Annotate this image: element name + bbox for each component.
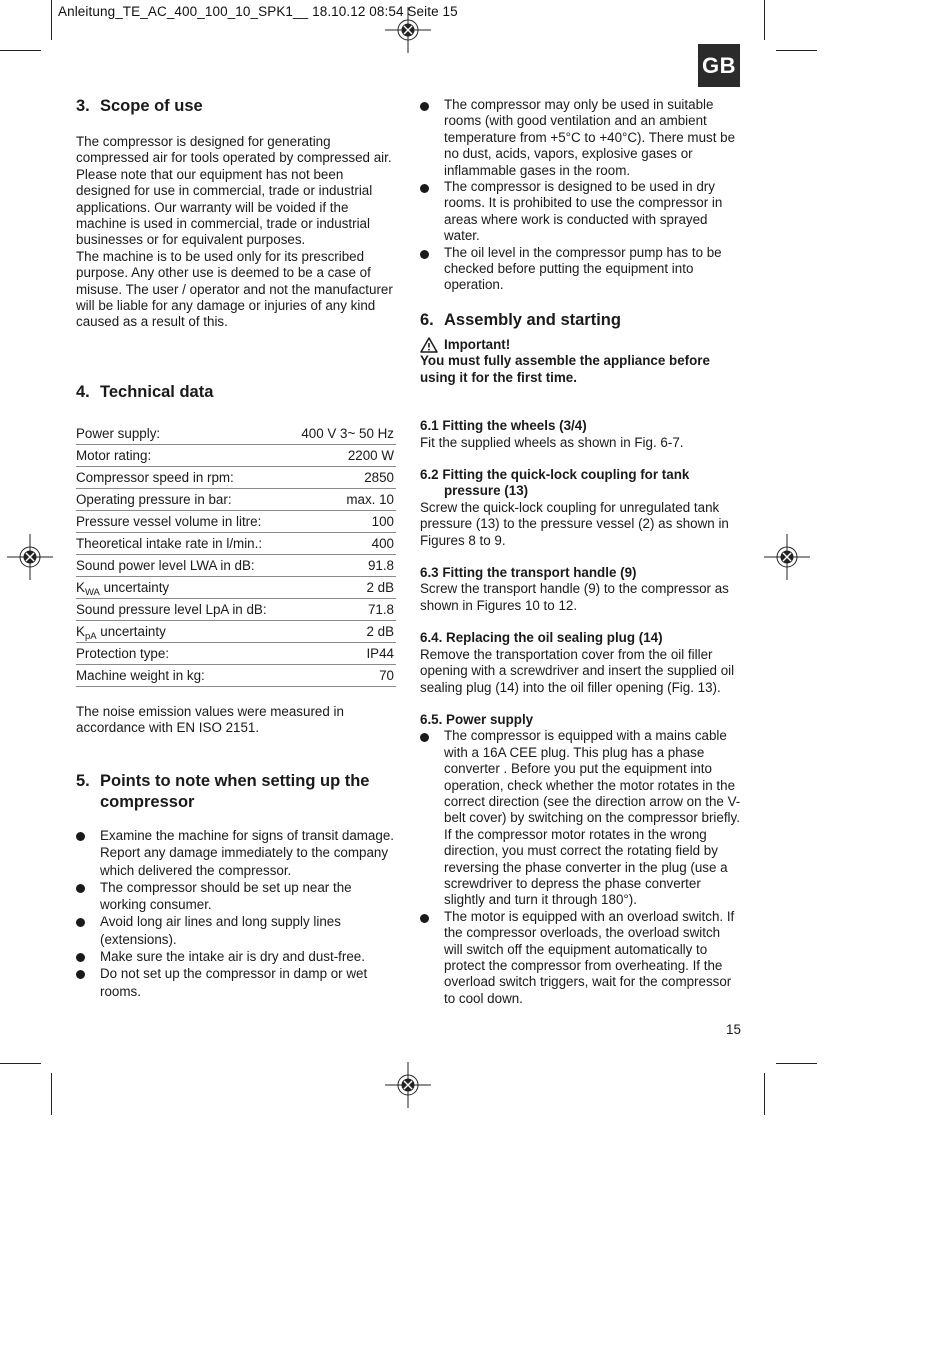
print-header-line: Anleitung_TE_AC_400_100_10_SPK1__ 18.10.12 08:54 Seite 15 bbox=[58, 4, 458, 19]
section-scope-of-use bbox=[76, 96, 396, 331]
crop-mark-top-left-v bbox=[51, 0, 52, 40]
table-row: Compressor speed in rpm: 2850 bbox=[76, 467, 396, 489]
crop-mark-bottom-left-v bbox=[51, 1073, 52, 1115]
table-row: $K_{WA}$ uncertainty 2 dB bbox=[76, 577, 396, 599]
paragraph: The compressor is designed for generating compressed air for tools operated by compressed air. bbox=[76, 134, 392, 166]
noise-note bbox=[76, 704, 396, 737]
table-row: $K_{pA}$ uncertainty 2 dB bbox=[76, 621, 396, 643]
registration-mark-bottom-icon bbox=[385, 1062, 431, 1108]
list-item: The oil level in the compressor pump has to be checked before putting the equipment into operation. bbox=[420, 245, 742, 294]
table-row: Power supply: 400 V 3~ 50 Hz bbox=[76, 423, 396, 445]
list-item: The motor is equipped with an overload switch. If the compressor overloads, the overload switch will switch off the equipment automatically to protect the compressor from overheating. If the overload switch triggers, wait for the compressor to cool down. bbox=[420, 909, 742, 1007]
table-row: Machine weight in kg: 70 bbox=[76, 665, 396, 687]
paragraph: Screw the quick-lock coupling for unregulated tank pressure (13) to the pressure vessel (2) as shown in Figures 8 to 9. bbox=[420, 499, 729, 548]
table-row: Pressure vessel volume in litre: 100 bbox=[76, 511, 396, 533]
section-heading bbox=[420, 310, 742, 331]
section-number: 3. bbox=[76, 97, 90, 115]
important-label: Important! bbox=[444, 337, 511, 352]
bullet-list bbox=[420, 97, 742, 294]
paragraph: Fit the supplied wheels as shown in Fig. 6-7. bbox=[420, 434, 684, 450]
list-item: The compressor is equipped with a mains cable with a 16A CEE plug. This plug has a phase converter . Before you put the equipment into operation, check whether the motor rotates in the correct direction (see the direction arrow on the V-belt cover) by switching on the compressor briefly. If the compressor motor rotates in the wrong direction, you must correct the rotating field by reversing the phase converter in the plug (use a screwdriver to depress the phase converter slightly and turn it through 180°). bbox=[420, 728, 742, 908]
registration-mark-top-icon bbox=[385, 7, 431, 53]
section-title: Technical data bbox=[100, 383, 214, 401]
list-item: Avoid long air lines and long supply lines (extensions). bbox=[76, 913, 396, 948]
paragraph: Remove the transportation cover from the oil filler opening with a screwdriver and insert the supplied oil sealing plug (14) into the oil filler opening (Fig. 13). bbox=[420, 646, 735, 695]
list-item: The compressor may only be used in suitable rooms (with good ventilation and an ambient temperature from +5°C to +40°C). There must be no dust, acids, vapors, explosive gases or inflammable gases in the room. bbox=[420, 97, 742, 179]
crop-mark-top-right-v bbox=[764, 0, 765, 40]
section-setup-points bbox=[76, 771, 396, 1000]
list-item: Make sure the intake air is dry and dust-free. bbox=[76, 948, 396, 965]
section-number: 5. bbox=[76, 772, 90, 790]
paragraph: Please note that our equipment has not been designed for use in commercial, trade or industrial applications. Our warranty will be voided if the machine is used in commercial, trade or industrial businesses or for equivalent purposes. bbox=[76, 166, 373, 248]
subsection-title: 6.2 Fitting the quick-lock coupling for tank bbox=[420, 467, 690, 483]
registration-mark-left-icon bbox=[7, 534, 53, 580]
crop-mark-bottom-left-h bbox=[0, 1063, 41, 1064]
table-row: Motor rating: 2200 W bbox=[76, 445, 396, 467]
section-number: 4. bbox=[76, 383, 90, 401]
page-number: 15 bbox=[726, 1022, 741, 1037]
subsection-title: 6.3 Fitting the transport handle (9) bbox=[420, 565, 637, 581]
list-item: The compressor should be set up near the working consumer. bbox=[76, 879, 396, 914]
language-badge: GB bbox=[698, 44, 740, 87]
table-row: Theoretical intake rate in l/min.: 400 bbox=[76, 533, 396, 555]
section-heading bbox=[76, 771, 396, 813]
registration-mark-right-icon bbox=[764, 534, 810, 580]
subsection-title: 6.5. Power supply bbox=[420, 711, 534, 727]
crop-mark-bottom-right-v bbox=[764, 1073, 765, 1115]
subsection-title-continued: pressure (13) bbox=[444, 483, 529, 499]
section-number: 6. bbox=[420, 311, 434, 329]
subsection-title: 6.4. Replacing the oil sealing plug (14) bbox=[420, 630, 663, 646]
crop-mark-top-right-h bbox=[776, 50, 817, 51]
important-notice bbox=[420, 337, 742, 353]
section-title: Assembly and starting bbox=[444, 311, 621, 329]
section-assembly bbox=[420, 310, 742, 1007]
paragraph: Screw the transport handle (9) to the compressor as shown in Figures 10 to 12. bbox=[420, 581, 729, 613]
table-row: Sound pressure level LpA in dB: 71.8 bbox=[76, 599, 396, 621]
important-text: You must fully assemble the appliance before using it for the first time. bbox=[420, 353, 710, 385]
paragraph: The noise emission values were measured in accordance with EN ISO 2151. bbox=[76, 704, 344, 736]
bullet-list bbox=[76, 827, 396, 1000]
bullet-list bbox=[420, 728, 742, 1007]
room-requirements-list bbox=[420, 97, 742, 294]
table-row: Operating pressure in bar: max. 10 bbox=[76, 489, 396, 511]
section-technical-data bbox=[76, 382, 396, 403]
list-item: Examine the machine for signs of transit damage. Report any damage immediately to the company which delivered the compressor. bbox=[76, 827, 396, 879]
section-heading bbox=[76, 382, 396, 403]
technical-data-table bbox=[76, 423, 396, 687]
list-item: The compressor is designed to be used in dry rooms. It is prohibited to use the compressor in areas where work is conducted with sprayed water. bbox=[420, 179, 742, 245]
section-title: Points to note when setting up the compressor bbox=[100, 772, 370, 811]
section-title: Scope of use bbox=[100, 97, 203, 115]
warning-triangle-icon bbox=[420, 337, 438, 353]
crop-mark-top-left-h bbox=[0, 50, 41, 51]
table-row: Protection type: IP44 bbox=[76, 643, 396, 665]
list-item: Do not set up the compressor in damp or wet rooms. bbox=[76, 965, 396, 1000]
crop-mark-bottom-right-h bbox=[776, 1063, 817, 1064]
paragraph: The machine is to be used only for its prescribed purpose. Any other use is deemed to be a case of misuse. The user / operator and not the manufacturer will be liable for any damage or injuries of any kind caused as a result of this. bbox=[76, 248, 393, 330]
table-row: Sound power level LWA in dB: 91.8 bbox=[76, 555, 396, 577]
section-heading bbox=[76, 96, 396, 117]
subsection-title: 6.1 Fitting the wheels (3/4) bbox=[420, 418, 587, 434]
